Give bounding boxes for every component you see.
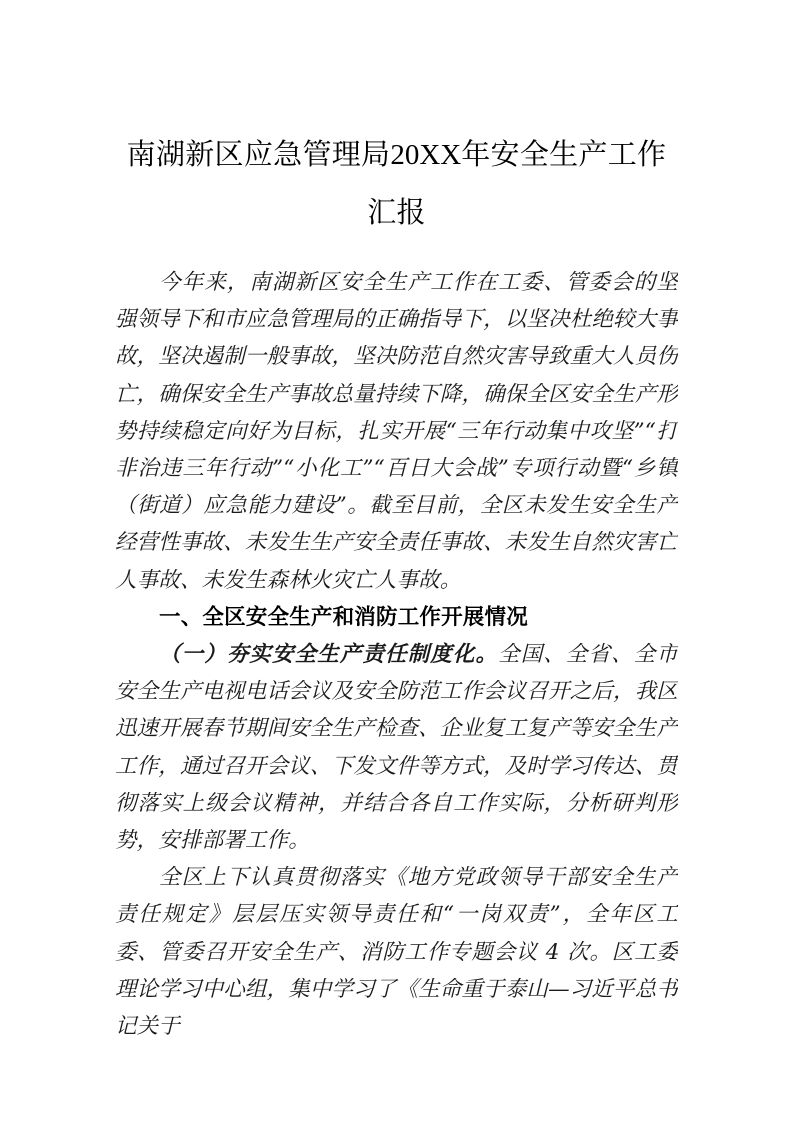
subsection-body-text: 全国、全省、全市安全生产电视电话会议及安全防范工作会议召开之后，我区迅速开展春节期间安全生产检查、企业复工复产等安全生产工作，通过召开会议、下发文件等方式，及时学习传达、贯彻落实上级会议精神，并结合各自工作实际，分析研判形势，安排部署工作。 [115,642,678,854]
paragraph-intro: 今年来，南湖新区安全生产工作在工委、管委会的坚强领导下和市应急管理局的正确指导下，以坚决杜绝较大事故，坚决遏制一般事故，坚决防范自然灾害导致重大人员伤亡，确保安全生产事故总量持续下降，确保全区安全生产形势持续稳定向好为目标，扎实开展“三年行动集中攻坚”“打非治违三年行动”“小化工”“百日大会战”专项行动暨“乡镇（街道）应急能力建设”。截至目前，全区未发生安全生产经营性事故、未发生生产安全责任事故、未发生自然灾害亡人事故、未发生森林火灾亡人事故。 [115,270,678,593]
page-title [115,126,678,242]
title-text-part2: 年安全生产工作 [461,139,667,171]
title-text-part1: 南湖新区应急管理局 [126,139,391,171]
section-heading-1: 一、全区安全生产和消防工作开展情况 [159,604,528,630]
paragraph-subsection-1 [115,636,678,859]
paragraph-responsibility: 全区上下认真贯彻落实《地方党政领导干部安全生产责任规定》层层压实领导责任和“一岗双责”，全年区工委、管委召开安全生产、消防工作专题会议 4 次。区工委理论学习中心组，集中学习了《生命重于泰山—习近平总书记关于 [115,865,678,1040]
document-content [115,126,678,1045]
subsection-lead-label: （一）夯实安全生产责任制度化。 [159,642,499,668]
title-line2: 汇报 [367,197,426,229]
title-year: 20XX [390,139,462,171]
